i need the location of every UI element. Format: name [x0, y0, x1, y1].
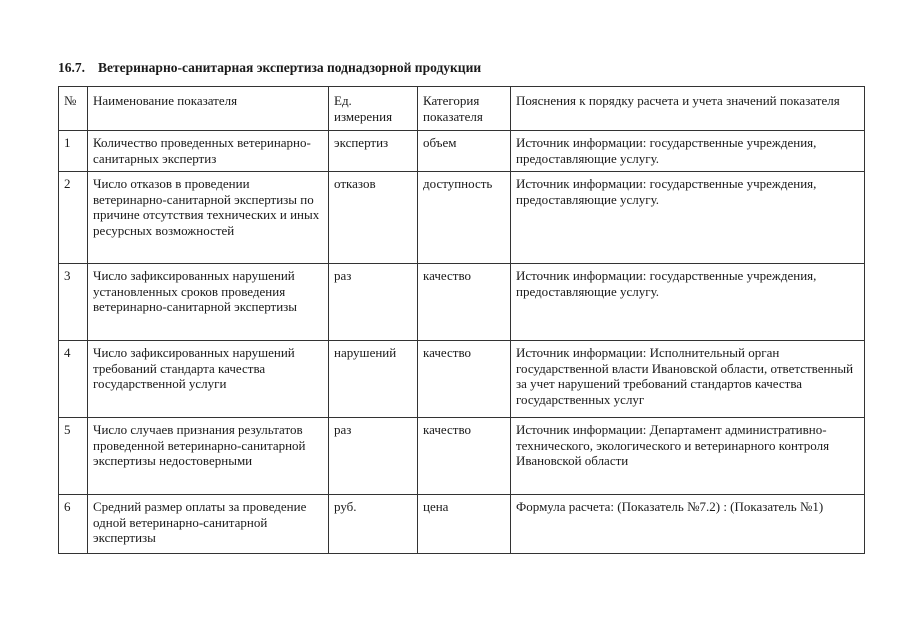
row-note: Источник информации: государственные учреждения, предоставляющие услугу.: [511, 172, 865, 264]
row-number: 1: [59, 131, 88, 172]
row-category: качество: [418, 418, 511, 495]
row-category: доступность: [418, 172, 511, 264]
row-number: 2: [59, 172, 88, 264]
indicators-table: [58, 86, 865, 554]
header-number: №: [59, 87, 88, 131]
header-category: Категория показателя: [418, 87, 511, 131]
row-category: объем: [418, 131, 511, 172]
row-note: Формула расчета: (Показатель №7.2) : (Показатель №1): [511, 495, 865, 554]
table-row: [59, 495, 865, 554]
row-note: Источник информации: государственные учреждения, предоставляющие услугу.: [511, 264, 865, 341]
row-category: качество: [418, 264, 511, 341]
row-unit: экспертиз: [329, 131, 418, 172]
row-number: 6: [59, 495, 88, 554]
row-unit: нарушений: [329, 341, 418, 418]
row-name: Число случаев признания результатов проведенной ветеринарно-санитарной экспертизы недостоверными: [88, 418, 329, 495]
row-unit: отказов: [329, 172, 418, 264]
row-unit: раз: [329, 264, 418, 341]
row-number: 4: [59, 341, 88, 418]
row-unit: раз: [329, 418, 418, 495]
row-number: 3: [59, 264, 88, 341]
table-row: [59, 418, 865, 495]
row-note: Источник информации: государственные учреждения, предоставляющие услугу.: [511, 131, 865, 172]
row-note: Источник информации: Департамент административно-технического, экологического и ветеринарного контроля Ивановской области: [511, 418, 865, 495]
header-unit: Ед. измерения: [329, 87, 418, 131]
row-number: 5: [59, 418, 88, 495]
row-category: цена: [418, 495, 511, 554]
section-heading: [58, 60, 481, 76]
row-category: качество: [418, 341, 511, 418]
table-header-row: [59, 87, 865, 131]
section-number: 16.7.: [58, 60, 85, 75]
row-note: Источник информации: Исполнительный орган государственной власти Ивановской области, ответственный за учет нарушений требований стандартов качества государственных услуг: [511, 341, 865, 418]
row-name: Число зафиксированных нарушений требований стандарта качества государственной услуги: [88, 341, 329, 418]
header-note: Пояснения к порядку расчета и учета значений показателя: [511, 87, 865, 131]
table-row: [59, 264, 865, 341]
row-name: Число зафиксированных нарушений установленных сроков проведения ветеринарно-санитарной экспертизы: [88, 264, 329, 341]
table-row: [59, 341, 865, 418]
table-row: [59, 131, 865, 172]
row-name: Количество проведенных ветеринарно-санитарных экспертиз: [88, 131, 329, 172]
row-unit: руб.: [329, 495, 418, 554]
table-row: [59, 172, 865, 264]
header-name: Наименование показателя: [88, 87, 329, 131]
section-title: Ветеринарно-санитарная экспертиза поднадзорной продукции: [98, 60, 482, 75]
row-name: Средний размер оплаты за проведение одной ветеринарно-санитарной экспертизы: [88, 495, 329, 554]
row-name: Число отказов в проведении ветеринарно-санитарной экспертизы по причине отсутствия технических и иных ресурсных возможностей: [88, 172, 329, 264]
